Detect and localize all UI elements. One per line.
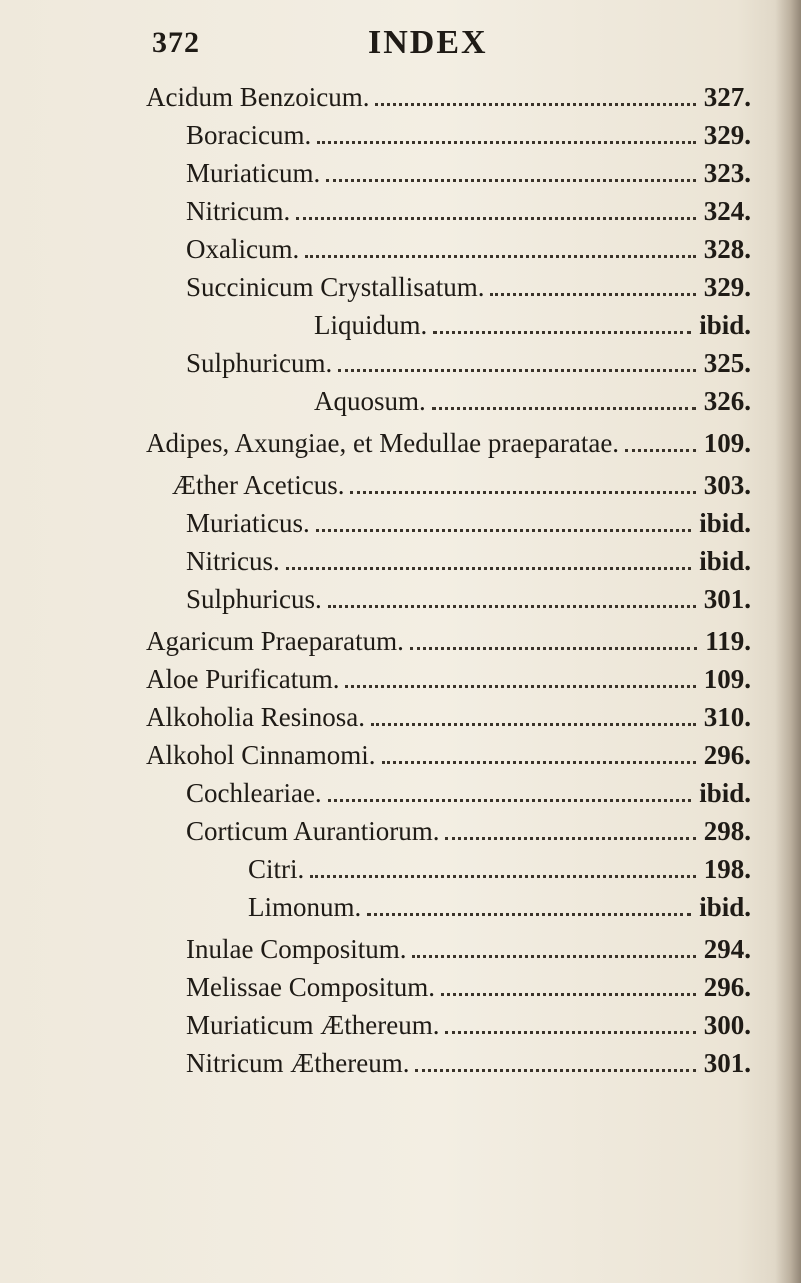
dot-leader — [328, 799, 692, 802]
entry-page: 310. — [703, 702, 751, 732]
entry-label: Aloe Purificatum. — [146, 664, 340, 694]
entry-page: 301. — [703, 584, 751, 614]
dot-leader — [412, 955, 695, 958]
index-entry — [0, 1048, 801, 1088]
dot-leader — [375, 103, 695, 106]
dot-leader — [338, 369, 696, 372]
entry-page: 323. — [703, 158, 751, 188]
index-entry — [0, 934, 801, 974]
dot-leader — [432, 407, 696, 410]
index-entry — [0, 386, 801, 426]
index-entry — [0, 470, 801, 510]
entry-page: ibid. — [699, 508, 751, 538]
entry-label: Alkoholia Resinosa. — [146, 702, 365, 732]
index-entry — [0, 272, 801, 312]
index-entry — [0, 702, 801, 742]
dot-leader — [326, 179, 696, 182]
dot-leader — [625, 449, 696, 452]
entry-page: 329. — [703, 272, 751, 302]
dot-leader — [316, 529, 691, 532]
index-entry — [0, 892, 801, 932]
index-entry — [0, 234, 801, 274]
dot-leader — [433, 331, 691, 334]
entry-label: Cochleariae. — [186, 778, 322, 808]
entry-label: Melissae Compositum. — [186, 972, 435, 1002]
entry-label: Sulphuricum. — [186, 348, 333, 378]
index-entry — [0, 626, 801, 666]
index-entry — [0, 584, 801, 624]
index-entry — [0, 120, 801, 160]
dot-leader — [382, 761, 696, 764]
dot-leader — [371, 723, 696, 726]
dot-leader — [286, 567, 691, 570]
entry-label: Aquosum. — [314, 386, 426, 416]
entry-page: 198. — [703, 854, 751, 884]
dot-leader — [310, 875, 695, 878]
entry-label: Sulphuricus. — [186, 584, 322, 614]
index-entry — [0, 428, 801, 468]
index-entry — [0, 1010, 801, 1050]
entry-page: ibid. — [699, 778, 751, 808]
entry-page: 327. — [703, 82, 751, 112]
entry-label: Corticum Aurantiorum. — [186, 816, 440, 846]
entry-page: 301. — [703, 1048, 751, 1078]
dot-leader — [328, 605, 696, 608]
entry-page: 296. — [703, 972, 751, 1002]
entry-label: Boracicum. — [186, 120, 312, 150]
entry-label: Nitricum Æthereum. — [186, 1048, 410, 1078]
entry-label: Alkohol Cinnamomi. — [146, 740, 376, 770]
dot-leader — [415, 1069, 695, 1072]
index-entry — [0, 508, 801, 548]
entry-label: Succinicum Crystallisatum. — [186, 272, 485, 302]
dot-leader — [350, 491, 695, 494]
entry-label: Acidum Benzoicum. — [146, 82, 370, 112]
entry-page: 119. — [705, 626, 751, 656]
dot-leader — [445, 1031, 695, 1034]
dot-leader — [445, 837, 695, 840]
page-header — [0, 24, 801, 64]
entry-page: 109. — [703, 428, 751, 458]
entry-page: ibid. — [699, 892, 751, 922]
entry-label: Citri. — [248, 854, 305, 884]
entry-page: 298. — [703, 816, 751, 846]
dot-leader — [441, 993, 696, 996]
entry-page: 303. — [703, 470, 751, 500]
entry-label: Æther Aceticus. — [172, 470, 345, 500]
index-entry — [0, 816, 801, 856]
dot-leader — [367, 913, 691, 916]
index-entry — [0, 778, 801, 818]
index-entry — [0, 664, 801, 704]
dot-leader — [305, 255, 696, 258]
index-entry — [0, 972, 801, 1012]
index-entry — [0, 158, 801, 198]
entry-label: Agaricum Praeparatum. — [146, 626, 404, 656]
entry-label: Limonum. — [248, 892, 362, 922]
index-entry — [0, 310, 801, 350]
index-entry — [0, 348, 801, 388]
entry-page: 329. — [703, 120, 751, 150]
entry-page: ibid. — [699, 546, 751, 576]
page-number: 372 — [152, 26, 200, 59]
entry-page: 300. — [703, 1010, 751, 1040]
dot-leader — [410, 647, 697, 650]
index-entry — [0, 196, 801, 236]
index-entry — [0, 546, 801, 586]
entry-label: Inulae Compositum. — [186, 934, 407, 964]
dot-leader — [490, 293, 695, 296]
entry-page: ibid. — [699, 310, 751, 340]
entry-label: Oxalicum. — [186, 234, 300, 264]
entry-label: Adipes, Axungiae, et Medullae praeparatae. — [146, 428, 620, 458]
index-entry — [0, 82, 801, 122]
entry-page: 328. — [703, 234, 751, 264]
dot-leader — [296, 217, 696, 220]
entry-page: 325. — [703, 348, 751, 378]
dot-leader — [317, 141, 696, 144]
index-entry — [0, 740, 801, 780]
entry-page: 326. — [703, 386, 751, 416]
entry-label: Muriaticum. — [186, 158, 321, 188]
running-title: INDEX — [368, 24, 488, 61]
entry-label: Nitricus. — [186, 546, 280, 576]
entry-page: 294. — [703, 934, 751, 964]
entry-page: 296. — [703, 740, 751, 770]
entry-label: Liquidum. — [314, 310, 428, 340]
entry-label: Muriaticum Æthereum. — [186, 1010, 440, 1040]
entry-label: Muriaticus. — [186, 508, 310, 538]
entry-page: 109. — [703, 664, 751, 694]
index-entry — [0, 854, 801, 894]
entry-page: 324. — [703, 196, 751, 226]
dot-leader — [345, 685, 695, 688]
entry-label: Nitricum. — [186, 196, 291, 226]
